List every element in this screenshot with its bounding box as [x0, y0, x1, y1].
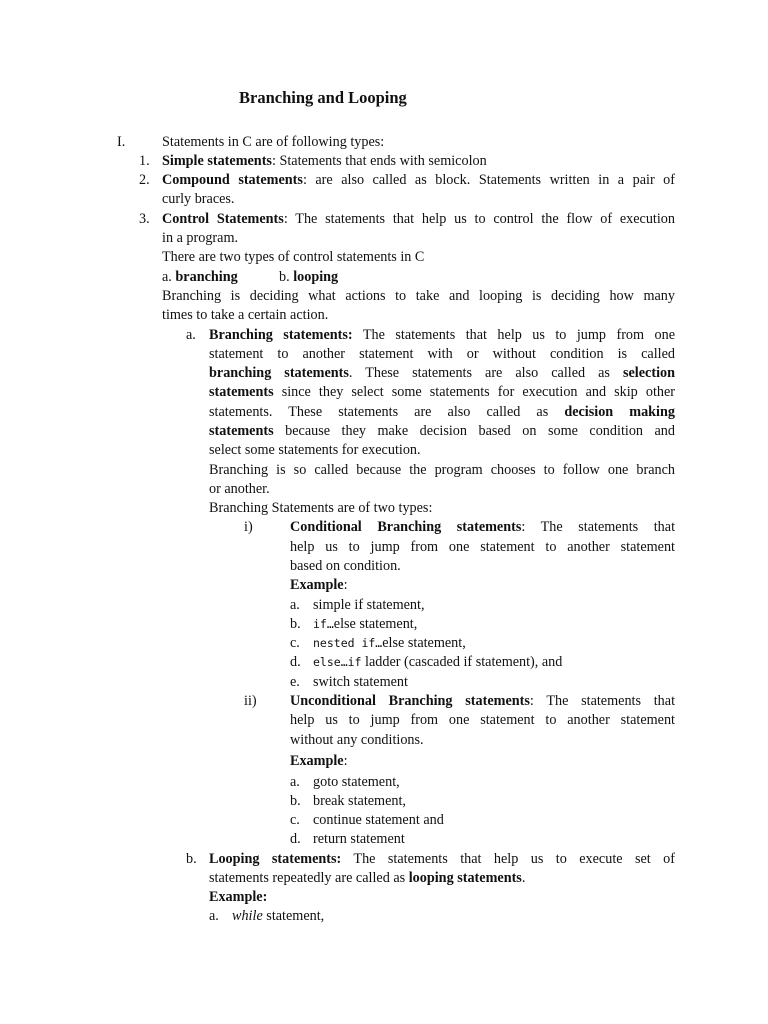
text-line: There are two types of control statements in C	[162, 249, 425, 265]
list-item: simple if statement,	[313, 597, 425, 613]
list-letter: a.	[209, 908, 219, 924]
text-line: help us to jump from one statement to another statement	[290, 712, 675, 728]
list-letter: c.	[290, 635, 300, 651]
list-number: 2.	[139, 172, 150, 188]
text-line: branching statements. These statements are also called as selection	[209, 365, 675, 381]
list-letter: b.	[290, 616, 301, 632]
list-item: break statement,	[313, 793, 406, 809]
text-line: Branching statements: The statements that help us to jump from one	[209, 327, 675, 343]
roman-marker: i)	[244, 519, 253, 535]
list-item: return statement	[313, 831, 405, 847]
term: Control Statements	[162, 211, 284, 227]
text-line: statements repeatedly are called as looping statements.	[209, 870, 526, 886]
list-item: goto statement,	[313, 774, 400, 790]
page-title: Branching and Looping	[239, 88, 407, 107]
text-line: Conditional Branching statements: The statements that	[290, 519, 676, 535]
types-line: a. branching	[162, 269, 238, 285]
section-intro: Statements in C are of following types:	[162, 134, 385, 150]
term: Compound statements	[162, 172, 303, 188]
text-line: based on condition.	[290, 558, 401, 574]
list-letter: e.	[290, 674, 300, 690]
list-letter: d.	[290, 831, 301, 847]
roman-marker: ii)	[244, 693, 257, 709]
text-line: curly braces.	[162, 191, 235, 207]
text-line: Branching is so called because the program chooses to follow one branch	[209, 462, 675, 478]
list-letter: b.	[290, 793, 301, 809]
list-number: 3.	[139, 211, 150, 227]
list-item: switch statement	[313, 674, 408, 690]
term: Simple statements	[162, 153, 272, 169]
text-line: statements because they make decision based on some condition and	[209, 423, 675, 439]
text-line: select some statements for execution.	[209, 442, 421, 458]
text-line: Unconditional Branching statements: The statements that	[290, 693, 676, 709]
list-letter: a.	[186, 327, 196, 343]
list-item: nested if…else statement,	[313, 635, 466, 651]
list-item-control-statements: Control Statements: The statements that help us to control the flow of execution	[162, 211, 675, 227]
list-item-simple-statements: Simple statements: Statements that ends with semicolon	[162, 153, 487, 169]
example-label: Example:	[209, 889, 268, 905]
text-line: Branching is deciding what actions to take and looping is deciding how many	[162, 288, 675, 304]
list-item-compound-statements: Compound statements: are also called as block. Statements written in a pair of	[162, 172, 675, 188]
text-line: Branching Statements are of two types:	[209, 500, 433, 516]
list-item: while statement,	[232, 908, 325, 924]
list-letter: a.	[290, 774, 300, 790]
list-letter: d.	[290, 654, 301, 670]
list-letter: c.	[290, 812, 300, 828]
list-item: if…else statement,	[313, 616, 418, 632]
types-line: b. looping	[279, 269, 339, 285]
list-item: else…if ladder (cascaded if statement), and	[313, 654, 563, 670]
example-label: Example:	[290, 753, 348, 769]
section-marker: I.	[117, 134, 126, 150]
list-number: 1.	[139, 153, 150, 169]
text-line: Looping statements: The statements that help us to execute set of	[209, 851, 675, 867]
text-line: in a program.	[162, 230, 239, 246]
list-letter: b.	[186, 851, 197, 867]
text-line: statements. These statements are also called as decision making	[209, 404, 675, 420]
list-item: continue statement and	[313, 812, 444, 828]
text-line: statements since they select some statements for execution and skip other	[209, 384, 675, 400]
text-line: statement to another statement with or without condition is called	[209, 346, 675, 362]
text-line: help us to jump from one statement to another statement	[290, 539, 675, 555]
text-line: or another.	[209, 481, 270, 497]
text-line: times to take a certain action.	[162, 307, 329, 323]
example-label: Example:	[290, 577, 348, 593]
text-line: without any conditions.	[290, 732, 424, 748]
list-letter: a.	[290, 597, 300, 613]
